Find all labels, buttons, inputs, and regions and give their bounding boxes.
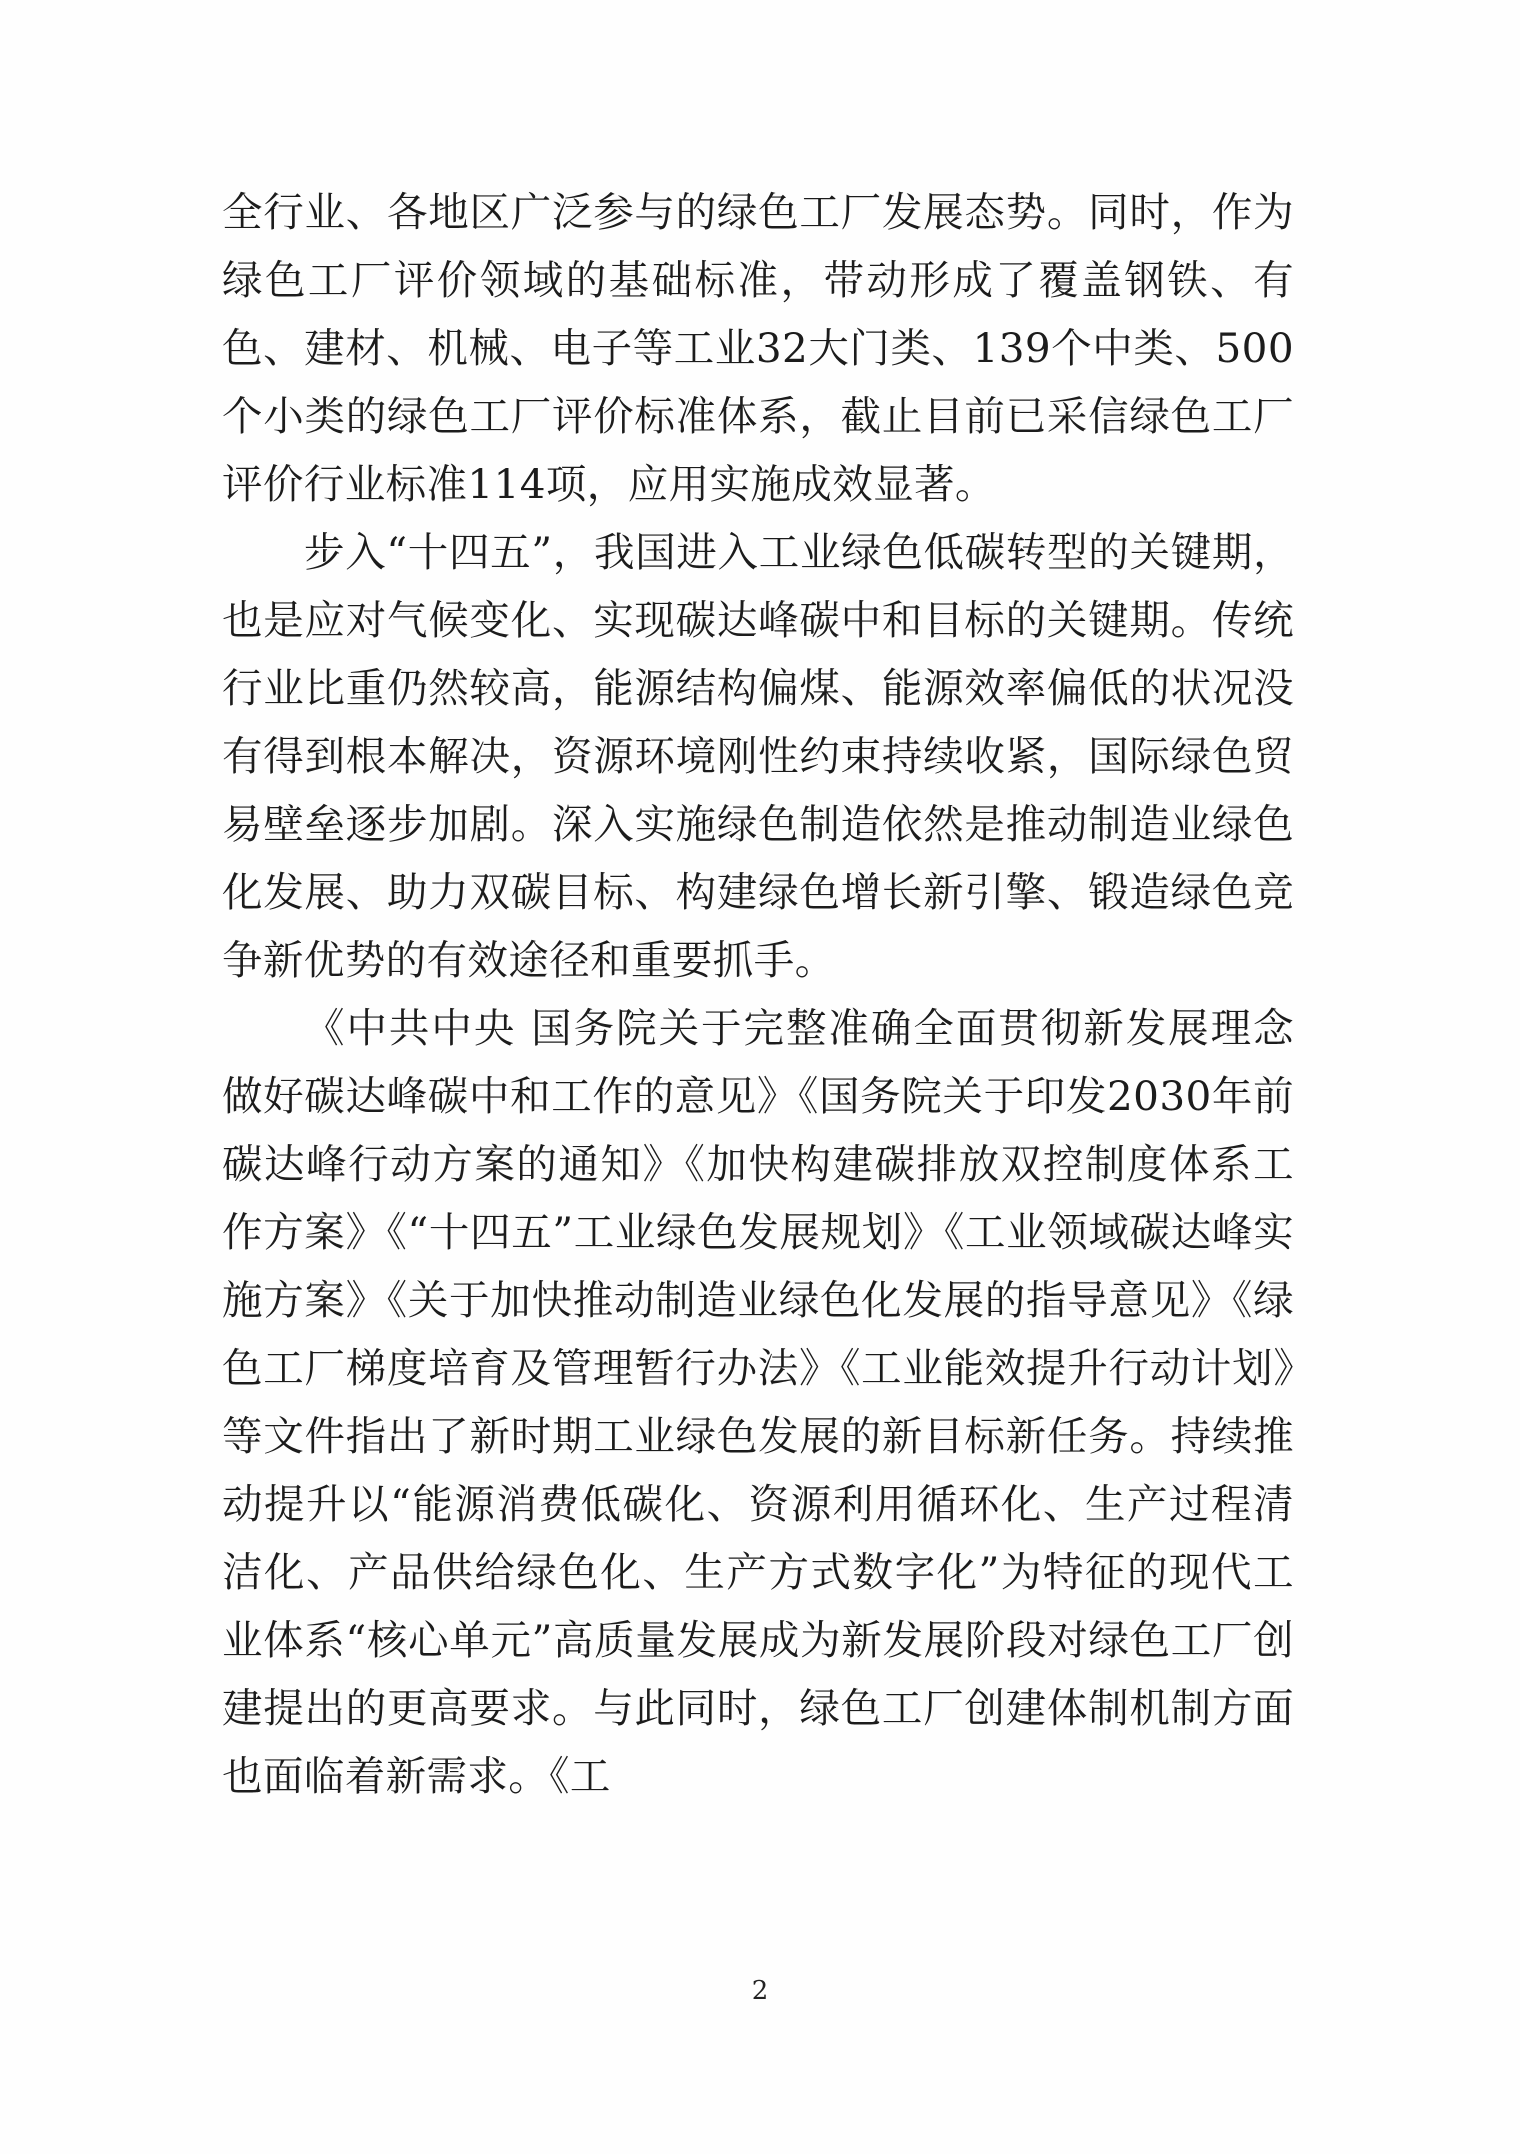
page-number: 2 [751, 1976, 769, 2006]
paragraph-2: 步入“十四五”，我国进入工业绿色低碳转型的关键期，也是应对气候变化、实现碳达峰碳中和目标的关键期。传统行业比重仍然较高，能源结构偏煤、能源效率偏低的状况没有得到根本解决，资源环境刚性约束持续收紧，国际绿色贸易壁垒逐步加剧。深入实施绿色制造依然是推动制造业绿色化发展、助力双碳目标、构建绿色增长新引擎、锻造绿色竞争新优势的有效途径和重要抓手。 [222, 528, 1294, 984]
paragraph-1: 全行业、各地区广泛参与的绿色工厂发展态势。同时，作为绿色工厂评价领域的基础标准，带动形成了覆盖钢铁、有色、建材、机械、电子等工业32大门类、139个中类、500个小类的绿色工厂评价标准体系，截止目前已采信绿色工厂评价行业标准114项，应用实施成效显著。 [222, 188, 1294, 508]
paragraph-3: 《中共中央 国务院关于完整准确全面贯彻新发展理念做好碳达峰碳中和工作的意见》《国务院关于印发2030年前碳达峰行动方案的通知》《加快构建碳排放双控制度体系工作方案》《“十四五”工业绿色发展规划》《工业领域碳达峰实施方案》《关于加快推动制造业绿色化发展的指导意见》《绿色工厂梯度培育及管理暂行办法》《工业能效提升行动计划》等文件指出了新时期工业绿色发展的新目标新任务。持续推动提升以“能源消费低碳化、资源利用循环化、生产过程清洁化、产品供给绿色化、生产方式数字化”为特征的现代工业体系“核心单元”高质量发展成为新发展阶段对绿色工厂创建提出的更高要求。与此同时，绿色工厂创建体制机制方面也面临着新需求。《工 [222, 1004, 1294, 1800]
page-content [222, 178, 1294, 1810]
